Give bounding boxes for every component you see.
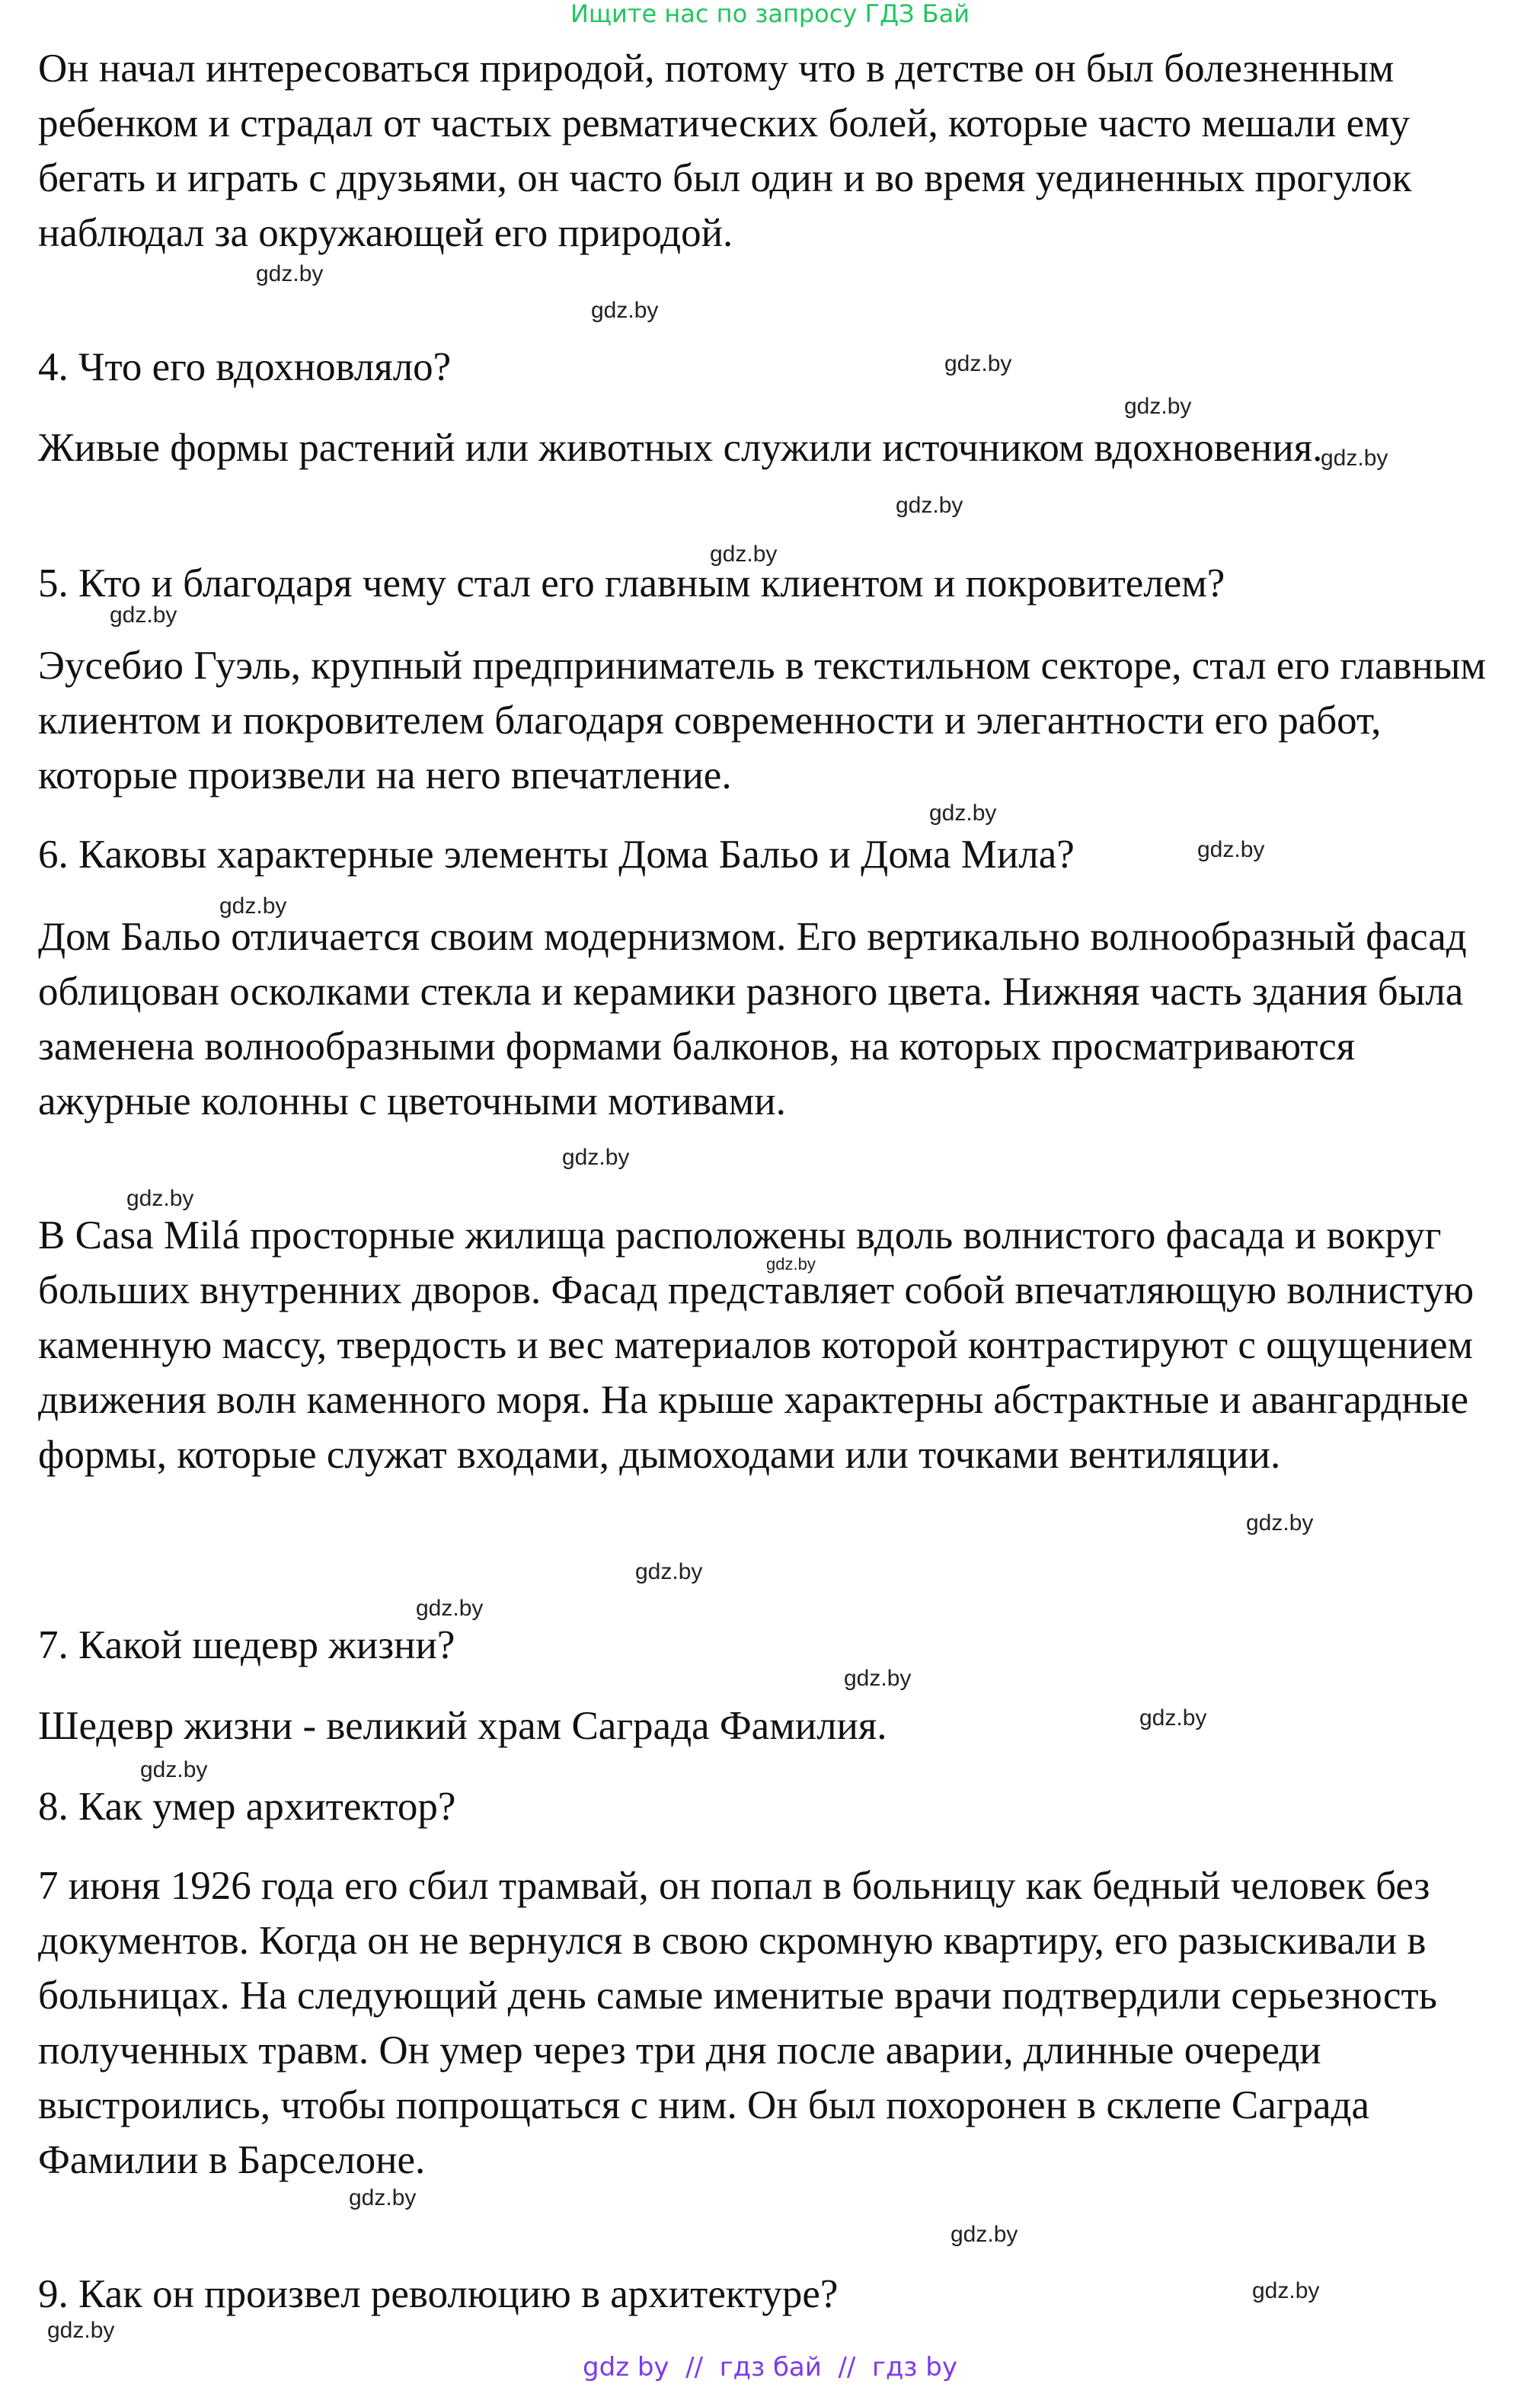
answer-7-text: Шедевр жизни - великий храм Саграда Фамилия. bbox=[38, 1704, 887, 1748]
watermark: gdz.by bbox=[951, 2222, 1018, 2247]
question-9: 9. Как он произвел революцию в архитектуре? bbox=[38, 2272, 839, 2316]
watermark: gdz.by bbox=[219, 893, 287, 919]
answer-3-text: Он начал интересоваться природой, потому что в детстве он был болезненным ребенком и страдал от частых ревматических болей, которые часто мешали ему бегать и играть с друзьями, он часто был один и во время уединенных прогулок наблюдал за окружающей его природой. bbox=[38, 46, 1412, 255]
watermark: gdz.by bbox=[126, 1186, 194, 1211]
watermark: gdz.by bbox=[591, 298, 659, 323]
watermark: gdz.by bbox=[896, 493, 963, 518]
question-5: 5. Кто и благодаря чему стал его главным клиентом и покровителем? bbox=[38, 561, 1225, 606]
watermark: gdz.by bbox=[1321, 446, 1388, 471]
watermark: gdz.by bbox=[1124, 394, 1192, 419]
watermark: gdz.by bbox=[256, 261, 324, 286]
answer-6-casa-mila: В Casa Milá просторные жилища расположены вдоль волнистого фасада и вокруг больших внутренних дворов. Фасад представляет собой впечатляющую волнистую каменную массу, твердость и вес материалов которой контрастируют с ощущением движения волн каменного моря. На крыше характерны абстрактные и авангардные формы, которые служат входами, дымоходами или точками вентиляции. bbox=[38, 1213, 1475, 1477]
watermark: gdz.by bbox=[416, 1596, 484, 1621]
answer-8-text: 7 июня 1926 года его сбил трамвай, он попал в больницу как бедный человек без документов. Когда он не вернулся в свою скромную квартиру, его разыскивали в больницах. На следующий день самые именитые врачи подтвердили серьезность полученных травм. Он умер через три дня после аварии, длинные очереди выстроились, чтобы попрощаться с ним. Он был похоронен в склепе Саграда Фамилии в Барселоне. bbox=[38, 1864, 1437, 2182]
question-8: 8. Как умер архитектор? bbox=[38, 1785, 456, 1829]
watermark: gdz.by bbox=[710, 542, 778, 567]
header-note: Ищите нас по запросу ГДЗ Бай bbox=[570, 0, 970, 28]
question-7: 7. Какой шедевр жизни? bbox=[38, 1623, 455, 1667]
watermark: gdz.by bbox=[844, 1666, 912, 1691]
watermark: gdz.by bbox=[1246, 1510, 1314, 1536]
answer-4-text: Живые формы растений или животных служили источником вдохновения. bbox=[38, 426, 1323, 470]
watermark: gdz.by bbox=[929, 801, 997, 826]
question-4: 4. Что его вдохновляло? bbox=[38, 345, 452, 389]
watermark: gdz.by bbox=[562, 1145, 630, 1170]
watermark: gdz.by bbox=[635, 1559, 703, 1584]
footer-note: gdz by // гдз бай // гдз by bbox=[583, 2352, 957, 2383]
watermark: gdz.by bbox=[766, 1254, 816, 1274]
question-6: 6. Каковы характерные элементы Дома Бальо и Дома Мила? bbox=[38, 833, 1075, 877]
watermark: gdz.by bbox=[1139, 1705, 1207, 1731]
watermark: gdz.by bbox=[1197, 837, 1265, 862]
answer-6-casa-batllo: Дом Бальо отличается своим модернизмом. Его вертикально волнообразный фасад облицован осколками стекла и керамики разного цвета. Нижняя часть здания была заменена волнообразными формами балконов, на которых просматриваются ажурные колонны с цветочными мотивами. bbox=[38, 915, 1467, 1123]
watermark: gdz.by bbox=[1252, 2278, 1320, 2303]
watermark: gdz.by bbox=[47, 2318, 115, 2343]
watermark: gdz.by bbox=[110, 602, 177, 628]
watermark: gdz.by bbox=[349, 2185, 417, 2210]
watermark: gdz.by bbox=[140, 1757, 208, 1782]
watermark: gdz.by bbox=[944, 351, 1012, 376]
answer-5-text: Эусебио Гуэль, крупный предприниматель в текстильном секторе, стал его главным клиентом и покровителем благодаря современности и элегантности его работ, которые произвели на него впечатление. bbox=[38, 644, 1486, 797]
